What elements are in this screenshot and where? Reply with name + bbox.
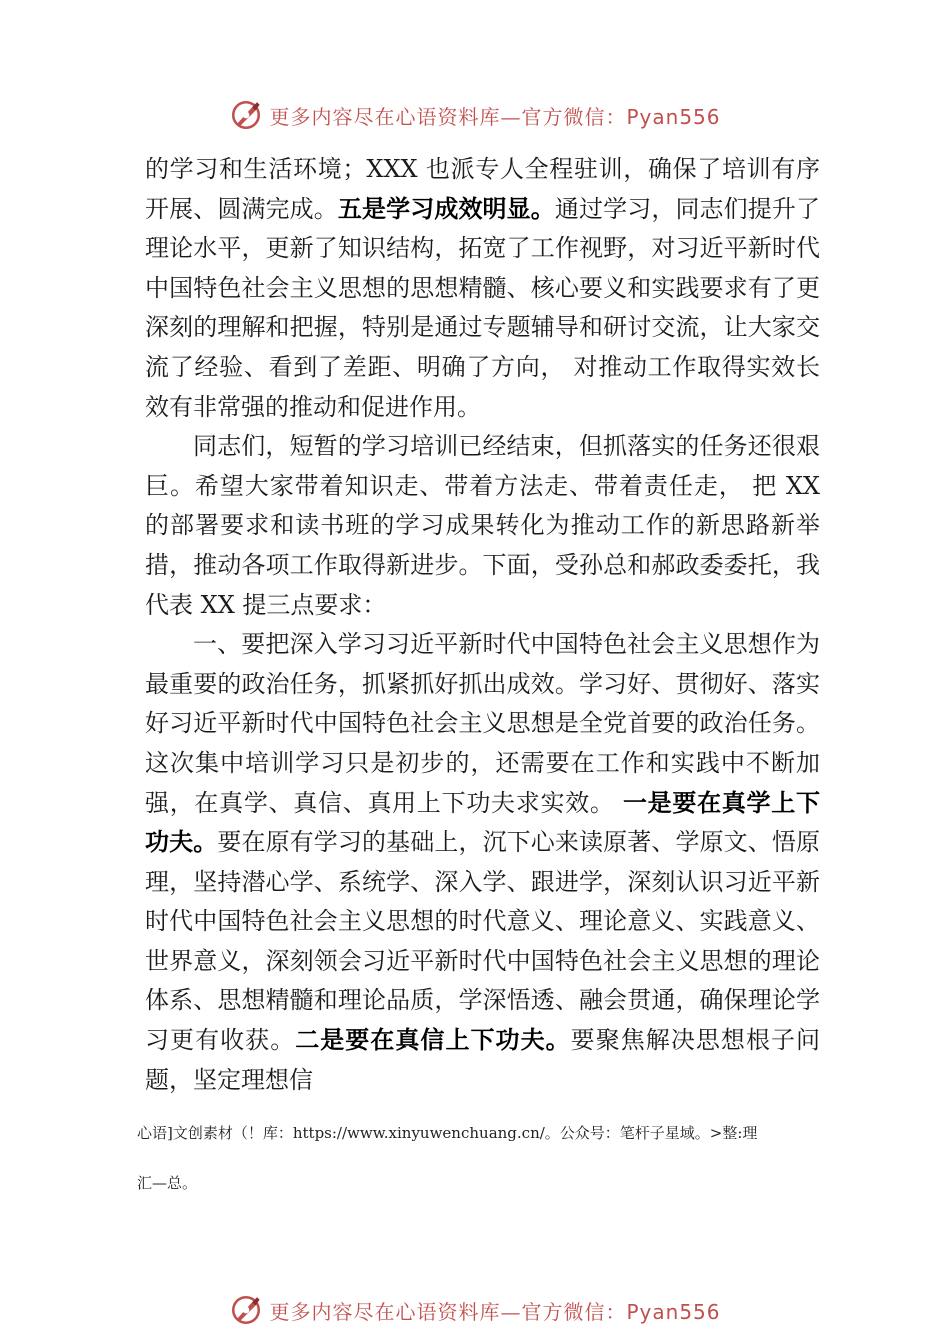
wechat-id: Pyan556 (626, 104, 721, 129)
text-run: 一、要把深入学习习近平新时代中国特色社会主义思想作为最重要的政治任务，抓紧抓好抓出成效。学习好、贯彻好、落实好习近平新时代中国特色社会主义思想是全党首要的政治任务。这次集中培训学习只是初步的，还需要在工作和实践中不断加强，在真学、真信、真用上下功夫求实效。 (145, 630, 820, 817)
footer-banner (0, 1290, 950, 1330)
footer-banner-text: 更多内容尽在心语资料库—官方微信：Pyan556 (269, 1299, 721, 1324)
text-run: 同志们，短暂的学习培训已经结束，但抓落实的任务还很艰巨。希望大家带着知识走、带着方法走、带着责任走， 把 XX 的部署要求和读书班的学习成果转化为推动工作的新思路新举措，推动各项工作取得新进步。下面，受孙总和郝政委委托，我代表 XX 提三点要求： (145, 432, 820, 619)
body-paragraph (145, 625, 820, 1100)
document-body (145, 150, 820, 1100)
wechat-id: Pyan556 (626, 1299, 721, 1324)
footer-note (137, 1108, 837, 1208)
bold-heading-run: 一是要在真学上下功夫。 (145, 788, 820, 857)
text-run: 的学习和生活环境；XXX 也派专人全程驻训，确保了培训有序开展、圆满完成。 (145, 155, 820, 223)
text-run: 要聚焦解决思想根子问题，坚定理想信 (145, 1026, 821, 1094)
bold-heading-run: 二是要在真信上下功夫。 (295, 1026, 571, 1055)
header-text: 更多内容尽在心语资料库—官方微信：Pyan556 (269, 104, 721, 129)
body-paragraph (145, 427, 820, 625)
footer-note-line-1: 心语]文创素材（！库：https://www.xinyuwenchuang.cn/。公众号：笔杆子星域。>整:理 (137, 1124, 758, 1142)
text-run: 通过学习，同志们提升了理论水平，更新了知识结构，拓宽了工作视野，对习近平新时代中国特色社会主义思想的思想精髓、核心要义和实践要求有了更深刻的理解和把握，特别是通过专题辅导和研讨交流，让大家交流了经验、看到了差距、明确了方向， 对推动工作取得实效长效有非常强的推动和促进作用。 (145, 194, 821, 421)
footer-note-line-2: 汇—总。 (137, 1174, 198, 1192)
pen-circle-logo-icon (229, 1293, 263, 1327)
bold-heading-run: 五是学习成效明显。 (337, 194, 555, 223)
header-banner (0, 95, 950, 135)
pen-circle-logo-icon (229, 98, 263, 132)
body-paragraph (145, 150, 820, 427)
text-run: 要在原有学习的基础上，沉下心来读原著、学原文、悟原理，坚持潜心学、系统学、深入学、跟进学，深刻认识习近平新时代中国特色社会主义思想的时代意义、理论意义、实践意义、世界意义，深刻领会习近平新时代中国特色社会主义思想的理论体系、思想精髓和理论品质，学深悟透、融会贯通，确保理论学习更有收获。 (145, 828, 821, 1055)
